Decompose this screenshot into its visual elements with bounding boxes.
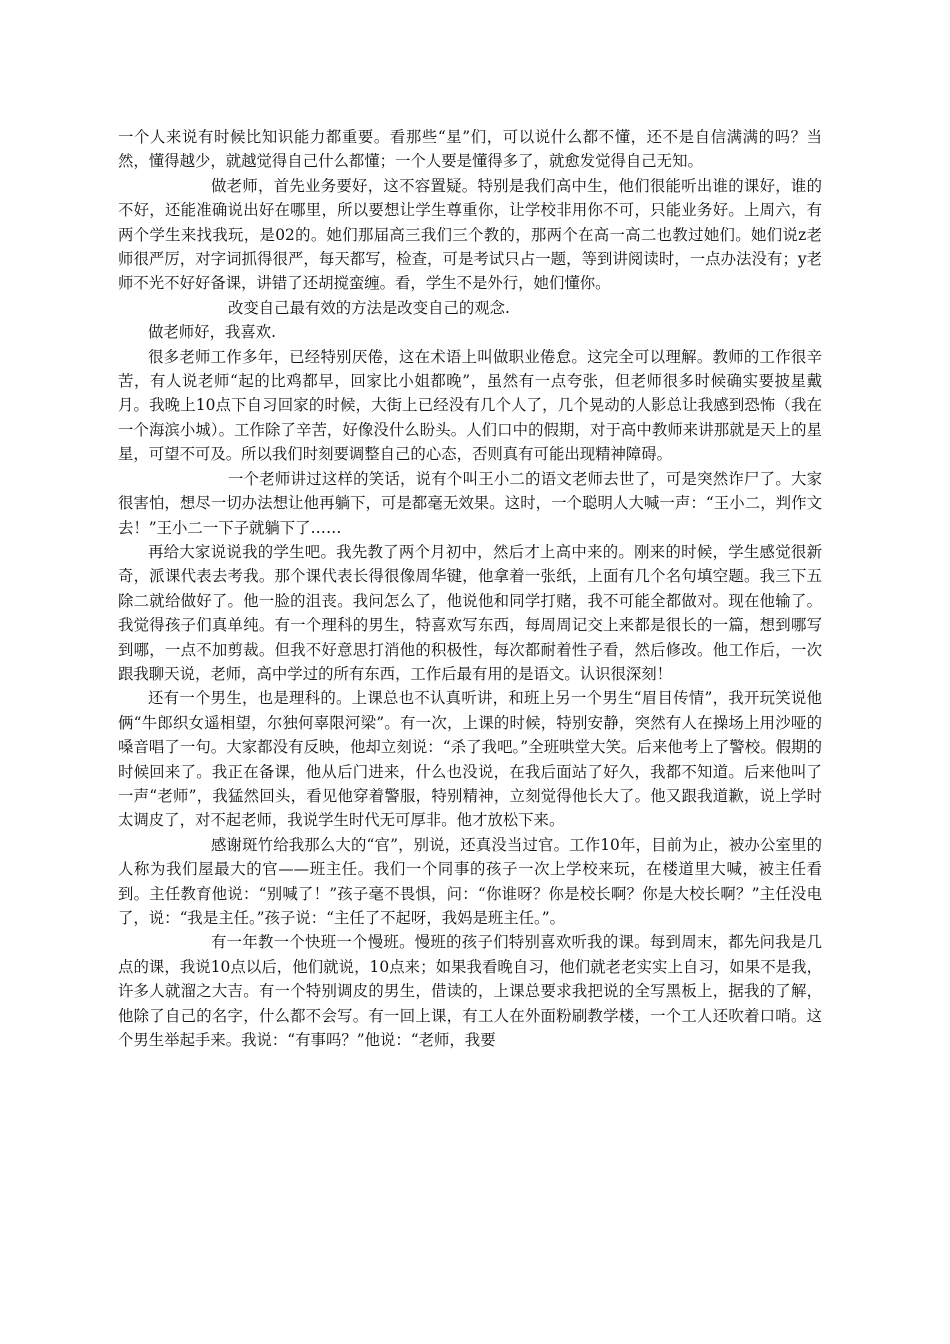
paragraph-9: 感谢斑竹给我那么大的“官”，别说，还真没当过官。工作10年，目前为止，被办公室里的人称为我们屋最大的官——班主任。我们一个同事的孩子一次上学校来玩，在楼道里大喊，被主任看到。主任教育他说：“别喊了！”孩子毫不畏惧，问：“你谁呀？你是校长啊？你是大校长啊？”主任没电了，说：“我是主任。”孩子说：“主任了不起呀，我妈是班主任。”。 <box>118 835 822 927</box>
paragraph-8: 还有一个男生，也是理科的。上课总也不认真听讲，和班上另一个男生“眉目传情”，我开玩笑说他俩“牛郎织女遥相望，尔独何辜限河梁”。有一次，上课的时候，特别安静，突然有人在操场上用沙哑的嗓音唱了一句。大家都没有反映，他却立刻说：“杀了我吧。”全班哄堂大笑。后来他考上了警校。假期的时候回来了。我正在备课，他从后门进来，什么也没说，在我后面站了好久，我都不知道。后来他叫了一声“老师”，我猛然回头，看见他穿着警服，特别精神，立刻觉得他长大了。他又跟我道歉，说上学时太调皮了，对不起老师，我说学生时代无可厚非。他才放松下来。 <box>118 689 822 830</box>
paragraph-5: 很多老师工作多年，已经特别厌倦，这在术语上叫做职业倦怠。这完全可以理解。教师的工作很辛苦，有人说老师“起的比鸡都早，回家比小姐都晚”，虽然有一点夸张，但老师很多时候确实要披星戴月。我晚上10点下自习回家的时候，大街上已经没有几个人了，几个晃动的人影总让我感到恐怖（我在一个海滨小城）。工作除了辛苦，好像没什么盼头。人们口中的假期，对于高中教师来讲那就是天上的星星，可望不可及。所以我们时刻要调整自己的心态，否则真有可能出现精神障碍。 <box>118 347 822 464</box>
paragraph-10: 有一年教一个快班一个慢班。慢班的孩子们特别喜欢听我的课。每到周末，都先问我是几点的课，我说10点以后，他们就说，10点来；如果我看晚自习，他们就老老实实上自习，如果不是我，许多人就溜之大吉。有一个特别调皮的男生，借读的，上课总要求我把说的全写黑板上，据我的了解，他除了自己的名字，什么都不会写。有一回上课，有工人在外面粉刷教学楼，一个工人还吹着口哨。这个男生举起手来。我说：“有事吗？”他说：“老师，我要 <box>118 933 822 1050</box>
paragraph-4: 做老师好，我喜欢. <box>148 323 277 342</box>
paragraph-3: 改变自己最有效的方法是改变自己的观念. <box>228 298 510 317</box>
document-body <box>118 125 822 1052</box>
paragraph-7: 再给大家说说我的学生吧。我先教了两个月初中，然后才上高中来的。刚来的时候，学生感觉很新奇，派课代表去考我。那个课代表长得很像周华键，他拿着一张纸，上面有几个名句填空题。我三下五除二就给做好了。他一脸的沮丧。我问怎么了，他说他和同学打赌，我不可能全都做对。现在他输了。我觉得孩子们真单纯。有一个理科的男生，特喜欢写东西，每周周记交上来都是很长的一篇，想到哪写到哪，一点不加剪裁。但我不好意思打消他的积极性，每次都耐着性子看，然后修改。他工作后，一次跟我聊天说，老师，高中学过的所有东西，工作后最有用的是语文。认识很深刻！ <box>118 542 822 683</box>
paragraph-1: 一个人来说有时候比知识能力都重要。看那些“星”们，可以说什么都不懂，还不是自信满满的吗？当然，懂得越少，就越觉得自己什么都懂；一个人要是懂得多了，就愈发觉得自己无知。 <box>118 128 822 171</box>
paragraph-6: 一个老师讲过这样的笑话，说有个叫王小二的语文老师去世了，可是突然诈尸了。大家很害怕，想尽一切办法想让他再躺下，可是都毫无效果。这时，一个聪明人大喊一声：“王小二，判作文去！”王小二一下子就躺下了…… <box>118 469 822 537</box>
paragraph-2: 做老师，首先业务要好，这不容置疑。特别是我们高中生，他们很能听出谁的课好，谁的不好，还能准确说出好在哪里，所以要想让学生尊重你，让学校非用你不可，只能业务好。上周六，有两个学生来找我玩，是02的。她们那届高三我们三个教的，那两个在高一高二也教过她们。她们说z老师很严厉，对字词抓得很严，每天都写，检查，可是考试只占一题，等到讲阅读时，一点办法没有；y老师不光不好好备课，讲错了还胡搅蛮缠。看，学生不是外行，她们懂你。 <box>118 176 822 293</box>
